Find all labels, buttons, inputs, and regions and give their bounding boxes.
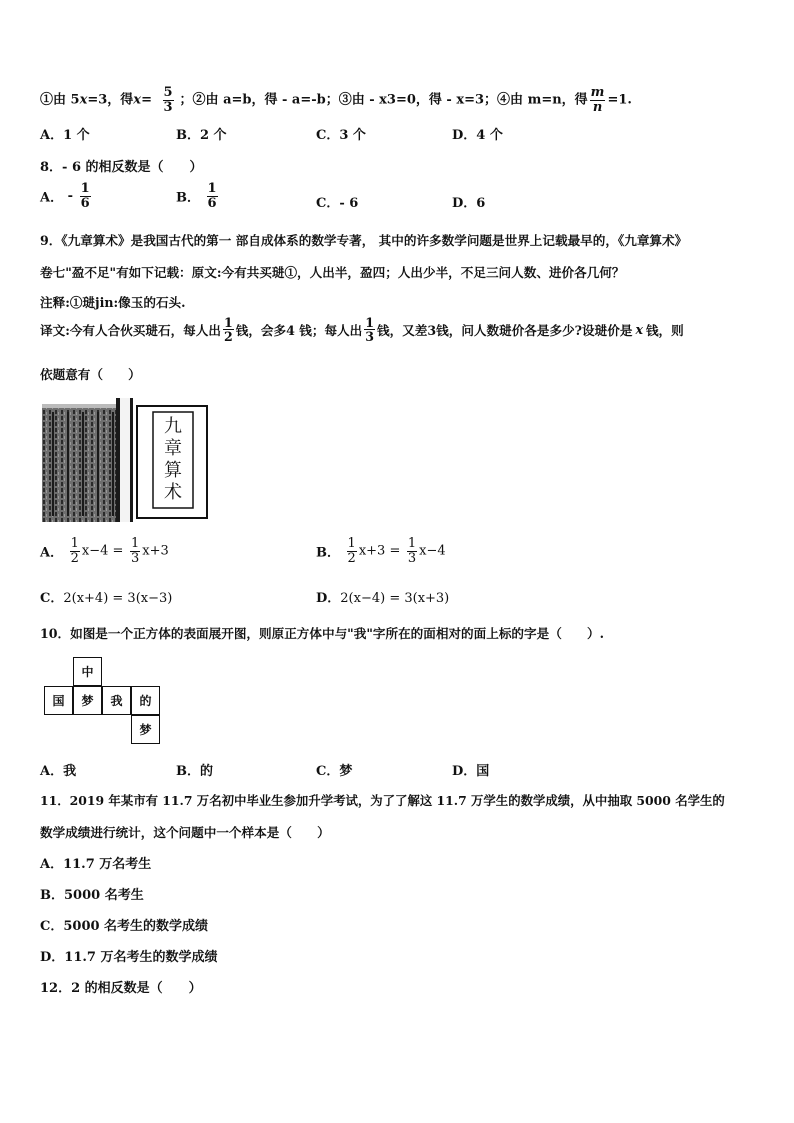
net-cell-zhong: 中 <box>73 657 102 686</box>
net-cell-guo: 国 <box>44 686 73 715</box>
q10-stem: 10．如图是一个正方体的表面展开图，则原正方体中与"我"字所在的面相对的面上标的字是（ ）. <box>40 626 604 641</box>
q11-option-b[interactable]: B．5000 名考生 <box>40 888 144 903</box>
q9-option-d[interactable] <box>316 587 449 606</box>
q9-b-label: B． <box>316 545 340 561</box>
q9-d-expr: 2(x−4) = 3(x+3) <box>340 591 450 606</box>
q9-translation <box>40 316 684 343</box>
q9-fraction-third: $\frac{1}{3}$ <box>365 315 374 345</box>
q7-option-a[interactable]: A．1 个 <box>40 128 90 143</box>
q12-stem: 12．2 的相反数是（ ） <box>40 981 202 996</box>
book-title: 九章算术 <box>164 416 182 503</box>
q10-option-c[interactable]: C．梦 <box>316 764 353 779</box>
q8-b-label: B． <box>176 190 200 206</box>
q9-line1: 9．《九章算术》是我国古代的第一 部自成体系的数学专著， 其中的许多数学问题是世界上记载最早的，《九章算术》 <box>40 233 688 248</box>
q11-option-a[interactable]: A．11.7 万名考生 <box>40 857 152 872</box>
q10-option-d[interactable]: D．国 <box>452 764 490 779</box>
q9-trans-d: 钱，则 <box>645 323 684 339</box>
q9-option-a[interactable] <box>40 537 169 565</box>
q7-stmt2: ；②由 a=b，得 - a=-b；③由 - x3=0，得 - x=3；④由 m=n，得 <box>179 92 588 108</box>
q9-fraction-half: $\frac{1}{2}$ <box>223 315 233 345</box>
q7-fraction-m-n: $\frac{m}{n}$ <box>590 85 605 115</box>
q9-c-expr: 2(x+4) = 3(x−3) <box>63 591 173 606</box>
q7-option-d[interactable]: D．4 个 <box>452 128 503 143</box>
net-cell-meng: 梦 <box>73 686 102 715</box>
q9-trans-c: 钱，又差3钱，问人数琎价各是多少?设琎价是 <box>377 323 633 339</box>
q9-note: 注释:①琎jin:像玉的石头. <box>40 295 186 310</box>
q8-stem: 8．- 6 的相反数是（ ） <box>40 160 203 175</box>
q9-option-c[interactable] <box>40 587 172 606</box>
q11-option-c[interactable]: C．5000 名考生的数学成绩 <box>40 919 209 934</box>
q7-fraction-5-3: $\frac{5}{3}$ <box>163 85 173 115</box>
q8-b-fraction: $\frac{1}{6}$ <box>207 181 217 211</box>
net-cell-de: 的 <box>131 686 160 715</box>
q7-var-x: x <box>79 92 88 108</box>
q9-a-expr1: x−4 = <box>81 543 124 559</box>
q8-a-label: A． <box>40 190 64 206</box>
q7-option-c[interactable]: C．3 个 <box>316 128 366 143</box>
q9-b-expr1: x+3 = <box>358 543 401 559</box>
q9-option-b[interactable] <box>316 537 446 565</box>
q10-option-a[interactable]: A．我 <box>40 764 77 779</box>
q8-option-d[interactable]: D．6 <box>452 196 486 211</box>
q11-line2: 数学成绩进行统计，这个问题中一个样本是（ ） <box>40 825 330 840</box>
q8-a-sign: - <box>67 188 74 204</box>
q9-c-label: C． <box>40 591 64 606</box>
q7-stmt1a: ①由 5 <box>40 92 80 108</box>
q9-a-frac1: $\frac{1}{2}$ <box>70 536 79 566</box>
q7-stmt-end: =1. <box>607 92 632 108</box>
q11-option-d[interactable]: D．11.7 万名考生的数学成绩 <box>40 950 218 965</box>
q9-a-frac2: $\frac{1}{3}$ <box>130 536 140 566</box>
q9-a-expr2: x+3 <box>142 543 169 559</box>
q7-stmt1c: = <box>141 92 152 108</box>
q9-b-frac1: $\frac{1}{2}$ <box>347 536 356 566</box>
q9-line2: 卷七"盈不足"有如下记载：原文:今有共买琎①，人出半，盈四；人出少半，不足三问人数、进价各几何？ <box>40 265 625 280</box>
book-image <box>42 398 210 522</box>
q7-stmt1b: =3，得 <box>87 92 134 108</box>
q9-var-x: x <box>635 322 643 338</box>
q9-line4: 依题意有（ ） <box>40 367 141 382</box>
net-cell-wo: 我 <box>102 686 131 715</box>
q11-line1: 11．2019 年某市有 11.7 万名初中毕业生参加升学考试，为了了解这 11.7 万学生的数学成绩，从中抽取 5000 名学生的 <box>40 793 725 808</box>
q9-a-label: A． <box>40 545 64 561</box>
net-cell-meng-bottom: 梦 <box>131 715 160 744</box>
q9-b-expr2: x−4 <box>419 543 446 559</box>
q7-var-x2: x <box>133 92 142 108</box>
q9-d-label: D． <box>316 591 341 606</box>
cube-net <box>44 657 164 749</box>
q8-option-c[interactable]: C．- 6 <box>316 196 359 211</box>
q9-trans-b: 钱，会多4 钱；每人出 <box>235 323 363 339</box>
q9-trans-a: 译文:今有人合伙买琎石，每人出 <box>40 323 221 339</box>
q8-option-a[interactable] <box>40 182 93 210</box>
q8-option-b[interactable] <box>176 182 220 210</box>
q9-b-frac2: $\frac{1}{3}$ <box>407 536 417 566</box>
q7-statement <box>40 86 632 114</box>
q8-a-fraction: $\frac{1}{6}$ <box>80 181 90 211</box>
q7-option-b[interactable]: B．2 个 <box>176 128 227 143</box>
q10-option-b[interactable]: B．的 <box>176 764 213 779</box>
